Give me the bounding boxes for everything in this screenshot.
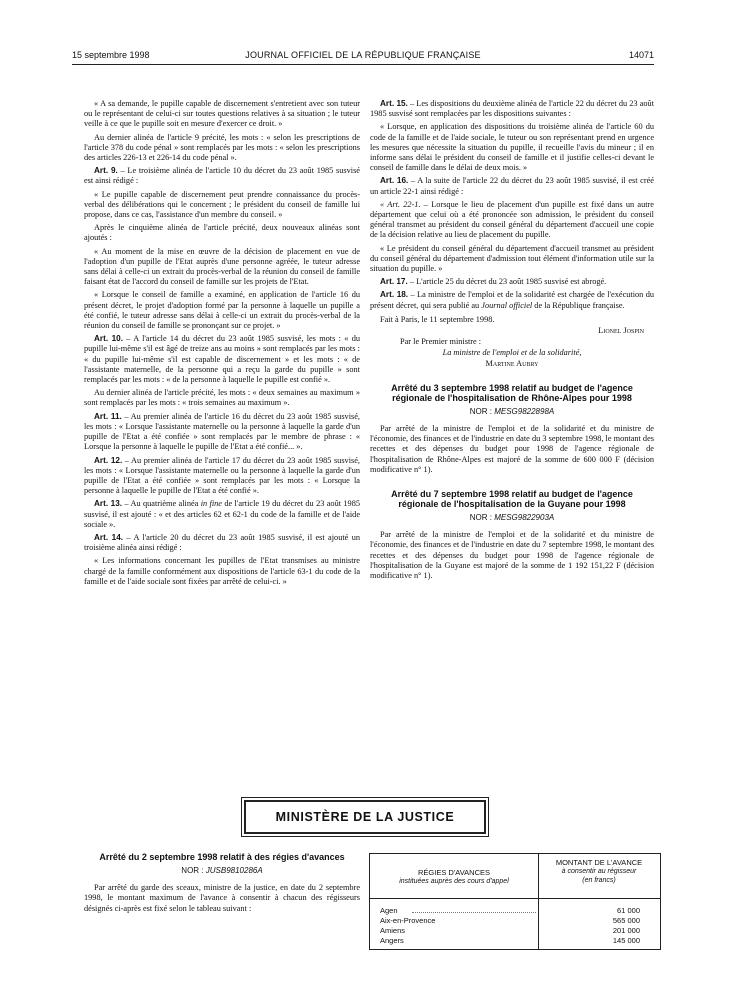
article-10 bbox=[84, 334, 360, 385]
right-column bbox=[370, 99, 654, 584]
article-text: de la République française. bbox=[532, 300, 625, 310]
article-16 bbox=[370, 176, 654, 196]
article-15 bbox=[370, 99, 654, 119]
paragraph: « Le pupille capable de discernement peut prendre connaissance du procès-verbal des délibérations qui le concernent ; le président du conseil de famille lui propose, dans ce cas, l'assistance d'un membre du conseil. » bbox=[84, 189, 360, 220]
table-row bbox=[370, 936, 660, 946]
article-text-italic: in fine bbox=[200, 499, 222, 509]
row-amount: 61 000 bbox=[617, 906, 640, 915]
column-subtitle: instituées auprès des cours d'appel bbox=[399, 878, 509, 885]
table-row bbox=[370, 906, 660, 916]
article-17 bbox=[370, 277, 654, 287]
article-9 bbox=[84, 166, 360, 186]
article-text: – A l'article 20 du décret du 23 août 1985 susvisé, il est ajouté un troisième alinéa ainsi rédigé : bbox=[84, 532, 360, 553]
article-label: Art. 18. bbox=[380, 290, 409, 300]
leader-dots bbox=[412, 912, 536, 913]
article-label: Art. 16. bbox=[380, 176, 409, 186]
article-text: – A la suite de l'article 22 du décret du 23 août 1985 susvisé, il est créé un article 22-1 ainsi rédigé : bbox=[370, 176, 654, 196]
paragraph: « Le président du conseil général du département d'accueil transmet au président du conseil général du département d'admission tout élément d'information utile sur la situation du pupille. » bbox=[370, 243, 654, 274]
article-label: Art. 9. bbox=[94, 166, 118, 176]
row-court: Aix-en-Provence bbox=[380, 916, 436, 925]
paragraph: « A sa demande, le pupille capable de discernement s'entretient avec son tuteur ou le représentant de celui-ci sur toutes questions relatives à sa situation ; le tuteur veille à ce que le pupille soit en mesure d'exercer ce droit. » bbox=[84, 99, 360, 129]
table-row bbox=[370, 926, 660, 936]
paragraph: Au dernier alinéa de l'article précité, les mots : « deux semaines au maximum » sont remplacés par les mots : « trois semaines au maximum ». bbox=[84, 388, 360, 408]
article-text: – La ministre de l'emploi et de la solidarité est chargée de l'exécution du présent décret, qui sera publié au bbox=[370, 290, 654, 310]
table-header-montant bbox=[538, 858, 660, 885]
header-rule bbox=[72, 64, 654, 65]
row-court: Amiens bbox=[380, 926, 406, 935]
paragraph: « Les informations concernant les pupilles de l'Etat transmises au ministre chargé de la famille conformément aux dispositions de l'article 63-1 du code de la famille et de l'aide sociale sont fixées par arrêté de celui-ci. » bbox=[84, 556, 360, 586]
decree-title: Arrêté du 2 septembre 1998 relatif à des régies d'avances bbox=[99, 852, 345, 862]
article-text: – Au premier alinéa de l'article 16 du décret du 23 août 1985 susvisé, les mots : « Lorsque l'assistante maternelle ou la personne à laquelle la garde d'un pupille de l'Etat a été confiée » sont remplacés par le membre de phrase : « Lorsque la personne à laquelle le pupille de l'Etat a été confié... ». bbox=[84, 411, 360, 452]
header-date: 15 septembre 1998 bbox=[72, 50, 150, 60]
article-18 bbox=[370, 290, 654, 310]
table-divider bbox=[370, 898, 660, 899]
article-12 bbox=[84, 456, 360, 497]
paragraph: Par arrêté de la ministre de l'emploi et de la solidarité et du ministre de l'économie, des finances et de l'industrie en date du 7 septembre 1998, le montant des recettes et des dépenses du budget pour 1998 de l'agence régionale de l'hospitalisation de la Guyane est majoré de la somme de 1 192 151,22 F (décision modificative n° 1). bbox=[370, 530, 654, 581]
minister-title: La ministre de l'emploi et de la solidarité, bbox=[442, 347, 582, 357]
nor-reference bbox=[84, 866, 360, 876]
journal-title: JOURNAL OFFICIEL DE LA RÉPUBLIQUE FRANÇAISE bbox=[245, 50, 481, 60]
article-11 bbox=[84, 412, 360, 453]
nor-code: MESG9822903A bbox=[494, 513, 555, 523]
article-text: – Au quatrième alinéa bbox=[122, 499, 201, 509]
row-amount: 145 000 bbox=[612, 936, 640, 945]
article-label: Art. 10. bbox=[94, 334, 123, 344]
nor-reference bbox=[370, 513, 654, 523]
article-label: Art. 13. bbox=[94, 499, 123, 509]
row-court: Agen bbox=[380, 906, 398, 915]
article-ref-italic: « Art. 22-1. bbox=[380, 199, 421, 209]
paragraph: « Lorsque, en application des dispositions du troisième alinéa de l'article 60 du code de la famille et de l'aide sociale, le tuteur ou son représentant prend en urgence les mesures que nécessite la situation du pupille, il recueille l'avis du mineur ; il en informe sans délai le président du conseil de famille et il justifie celles-ci devant le conseil de famille dans le délai de deux mois. » bbox=[370, 122, 654, 173]
row-amount: 565 000 bbox=[612, 916, 640, 925]
nor-label: NOR : bbox=[469, 406, 495, 416]
column-title: RÉGIES D'AVANCES bbox=[417, 868, 490, 877]
regies-table bbox=[369, 853, 661, 950]
article-14 bbox=[84, 533, 360, 553]
ministry-heading: MINISTÈRE DE LA JUSTICE bbox=[244, 800, 486, 834]
page-header bbox=[72, 50, 654, 64]
article-text: – Au premier alinéa de l'article 17 du décret du 23 août 1985 susvisé, les mots : « Lorsque l'assistante maternelle ou la personne à laquelle la garde d'un pupille de l'Etat a été confiée » sont remplacés par les mots : « Lorsque la personne à laquelle le pupille de l'Etat a été confié ». bbox=[84, 455, 360, 496]
nor-label: NOR : bbox=[181, 866, 206, 875]
left-column bbox=[84, 99, 360, 590]
signer-name: Lionel Jospin bbox=[598, 325, 644, 335]
paragraph: Après le cinquième alinéa de l'article précité, deux nouveaux alinéas sont ajoutés : bbox=[84, 223, 360, 243]
article-label: Art. 12. bbox=[94, 455, 123, 465]
paragraph: Par arrêté du garde des sceaux, ministre de la justice, en date du 2 septembre 1998, le montant maximum de l'avance à consentir à chacun des régisseurs désignés ci-après est fixé selon le tableau suivant : bbox=[84, 883, 360, 913]
row-court: Angers bbox=[380, 936, 404, 945]
par-line: Par le Premier ministre : bbox=[400, 336, 482, 346]
signature-block bbox=[370, 314, 654, 369]
article-13 bbox=[84, 499, 360, 530]
page-number: 14071 bbox=[628, 50, 654, 60]
paragraph: Par arrêté de la ministre de l'emploi et de la solidarité et du ministre de l'économie, des finances et de l'industrie en date du 3 septembre 1998, le montant des recettes et des dépenses du budget pour 1998 de l'agence régionale de l'hospitalisation de Rhône-Alpes est majoré de la somme de 600 000 F (décision modificative n° 1). bbox=[370, 424, 654, 474]
table-row bbox=[370, 916, 660, 926]
nor-label: NOR : bbox=[469, 513, 495, 523]
article-label: Art. 17. bbox=[380, 277, 408, 287]
justice-decree bbox=[84, 852, 360, 914]
paragraph: « Au moment de la mise en œuvre de la décision de placement en vue de l'adoption d'un pupille de l'Etat auprès d'une personne agréée, le tuteur adresse sans délai à celle-ci un extrait du procès-verbal de la réunion du conseil de famille faisant état de l'accord du conseil de famille sur les projets de l'Etat. bbox=[84, 246, 360, 287]
paragraph: « Lorsque le conseil de famille a examiné, en application de l'article 16 du présent décret, le projet d'adoption formé par la personne à laquelle un pupille a été confié, le tuteur adresse sans délai à celle-ci un extrait du procès-verbal de la réunion du conseil de famille se prononçant sur ce projet. » bbox=[84, 290, 360, 331]
signer-name: Martine Aubry bbox=[485, 358, 539, 368]
article-text-italic: Journal officiel bbox=[481, 300, 533, 310]
decree-title: Arrêté du 3 septembre 1998 relatif au budget de l'agence régionale de l'hospitalisation de Rhône-Alpes pour 1998 bbox=[391, 382, 633, 403]
fait-line: Fait à Paris, le 11 septembre 1998. bbox=[380, 314, 495, 324]
decree-title: Arrêté du 7 septembre 1998 relatif au budget de l'agence régionale de l'hospitalisation de la Guyane pour 1998 bbox=[391, 489, 633, 510]
table-header-regies bbox=[370, 868, 538, 886]
row-amount: 201 000 bbox=[612, 926, 640, 935]
nor-code: JUSB9810286A bbox=[205, 866, 263, 875]
column-subtitle: à consentir au régisseur bbox=[561, 868, 637, 875]
paragraph-text: – Lorsque le lieu de placement d'un pupille est fixé dans un autre département que celui où a été prononcée son admission, le président du conseil général transmet au président du conseil général du département d'accueil une copie de la décision relative au lieu de placement du pupille. bbox=[370, 199, 654, 240]
article-label: Art. 15. bbox=[380, 99, 408, 108]
article-label: Art. 11. bbox=[94, 411, 122, 421]
nor-reference bbox=[370, 407, 654, 417]
article-text: – L'article 25 du décret du 23 août 1985 susvisé est abrogé. bbox=[407, 277, 607, 287]
article-text: – A l'article 14 du décret du 23 août 1985 susvisé, les mots : « du pupille lui-même s'il est âgé de treize ans au moins » sont remplacés par les mots : « du pupille lui-même s'il est capable de discernement » et les mots : « de l'assistante maternelle, de la personne qui a reçu la garde du pupille » sont remplacés par les mots : « de la personne à laquelle le pupille est confié ». bbox=[84, 334, 360, 385]
article-label: Art. 14. bbox=[94, 532, 124, 542]
nor-code: MESG9822898A bbox=[494, 406, 555, 416]
article-text: – Les dispositions du deuxième alinéa de l'article 22 du décret du 23 août 1985 susvisé sont remplacées par les dispositions suivantes : bbox=[370, 99, 654, 119]
paragraph bbox=[370, 200, 654, 241]
paragraph: Au dernier alinéa de l'article 9 précité, les mots : « selon les prescriptions de l'article 378 du code pénal » sont remplacés par les mots : « selon les prescriptions des articles 226-13 et 226-14 du code pénal ». bbox=[84, 132, 360, 163]
article-text: – Le troisième alinéa de l'article 10 du décret du 23 août 1985 susvisé est ainsi rédigé : bbox=[84, 166, 360, 186]
column-subtitle: (en francs) bbox=[582, 877, 616, 884]
article-text: de l'article 19 du décret du 23 août 1985 susvisé, il est ajouté : « et des articles 62 et 62-1 du code de la famille et de l'aide sociale ». bbox=[84, 499, 360, 529]
column-title: MONTANT DE L'AVANCE bbox=[555, 858, 643, 867]
